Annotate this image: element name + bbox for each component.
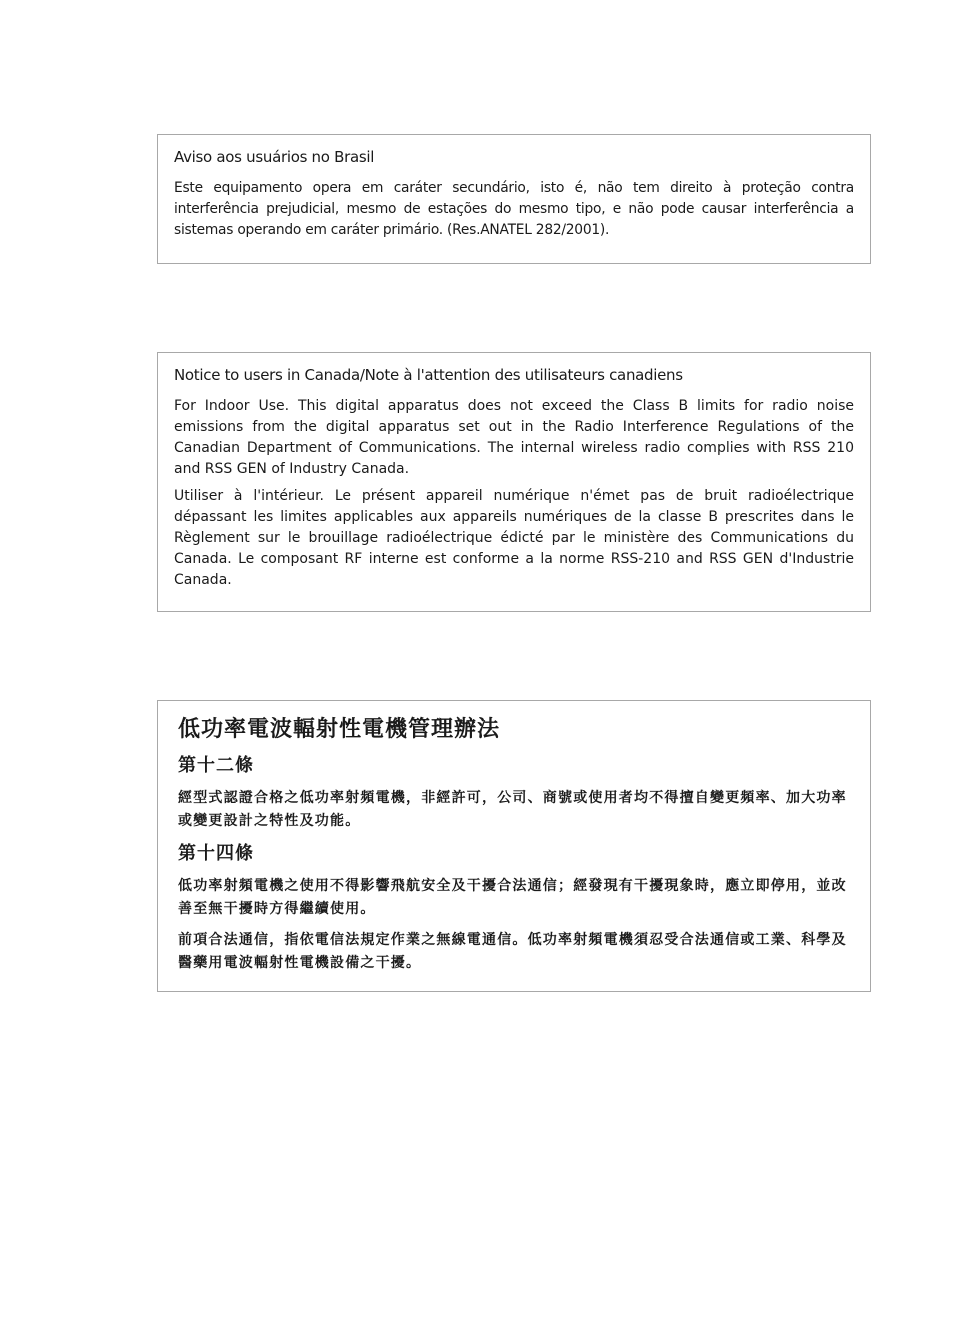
article-14-heading: 第十四條 [178, 843, 254, 864]
notice-taiwan-title: 低功率電波輻射性電機管理辦法 [178, 717, 501, 742]
notice-brazil [157, 134, 871, 264]
notice-canada-text-fr: Utiliser à l'intérieur. Le présent appareil numérique n'émet pas de bruit radioélectrique dépassant les limites applicables aux appareils numériques de la classe B prescrites dans le Règlement sur le brouillage radioélectrique édicté par le ministère des Communications du Canada. Le composant RF interne est conforme a la norme RSS-210 and RSS GEN d'Industrie Canada. [174, 488, 854, 588]
notice-brazil-title: Aviso aos usuários no Brasil [174, 148, 375, 166]
notice-taiwan [157, 700, 871, 992]
notice-canada-text-en: For Indoor Use. This digital apparatus does not exceed the Class B limits for radio noise emissions from the digital apparatus set out in the Radio Interference Regulations of the Canadian Department of Communications. The internal wireless radio complies with RSS 210 and RSS GEN of Industry Canada. [174, 398, 854, 477]
notice-brazil-text: Este equipamento opera em caráter secundário, isto é, não tem direito à proteção contra interferência prejudicial, mesmo de estações do mesmo tipo, e não pode causar interferência a sistemas operando em caráter primário. (Res.ANATEL 282/2001). [174, 180, 854, 238]
article-14-text-1: 低功率射頻電機之使用不得影響飛航安全及干擾合法通信；經發現有干擾現象時，應立即停用，並改善至無干擾時方得繼續使用。 [178, 878, 847, 917]
article-12-heading: 第十二條 [178, 755, 254, 776]
article-12-text: 經型式認證合格之低功率射頻電機，非經許可，公司、商號或使用者均不得擅自變更頻率、加大功率或變更設計之特性及功能。 [178, 790, 847, 829]
notice-canada [157, 352, 871, 612]
notice-canada-title: Notice to users in Canada/Note à l'attention des utilisateurs canadiens [174, 366, 683, 384]
article-14-text-2: 前項合法通信，指依電信法規定作業之無線電通信。低功率射頻電機須忍受合法通信或工業、科學及醫藥用電波輻射性電機設備之干擾。 [178, 932, 847, 971]
